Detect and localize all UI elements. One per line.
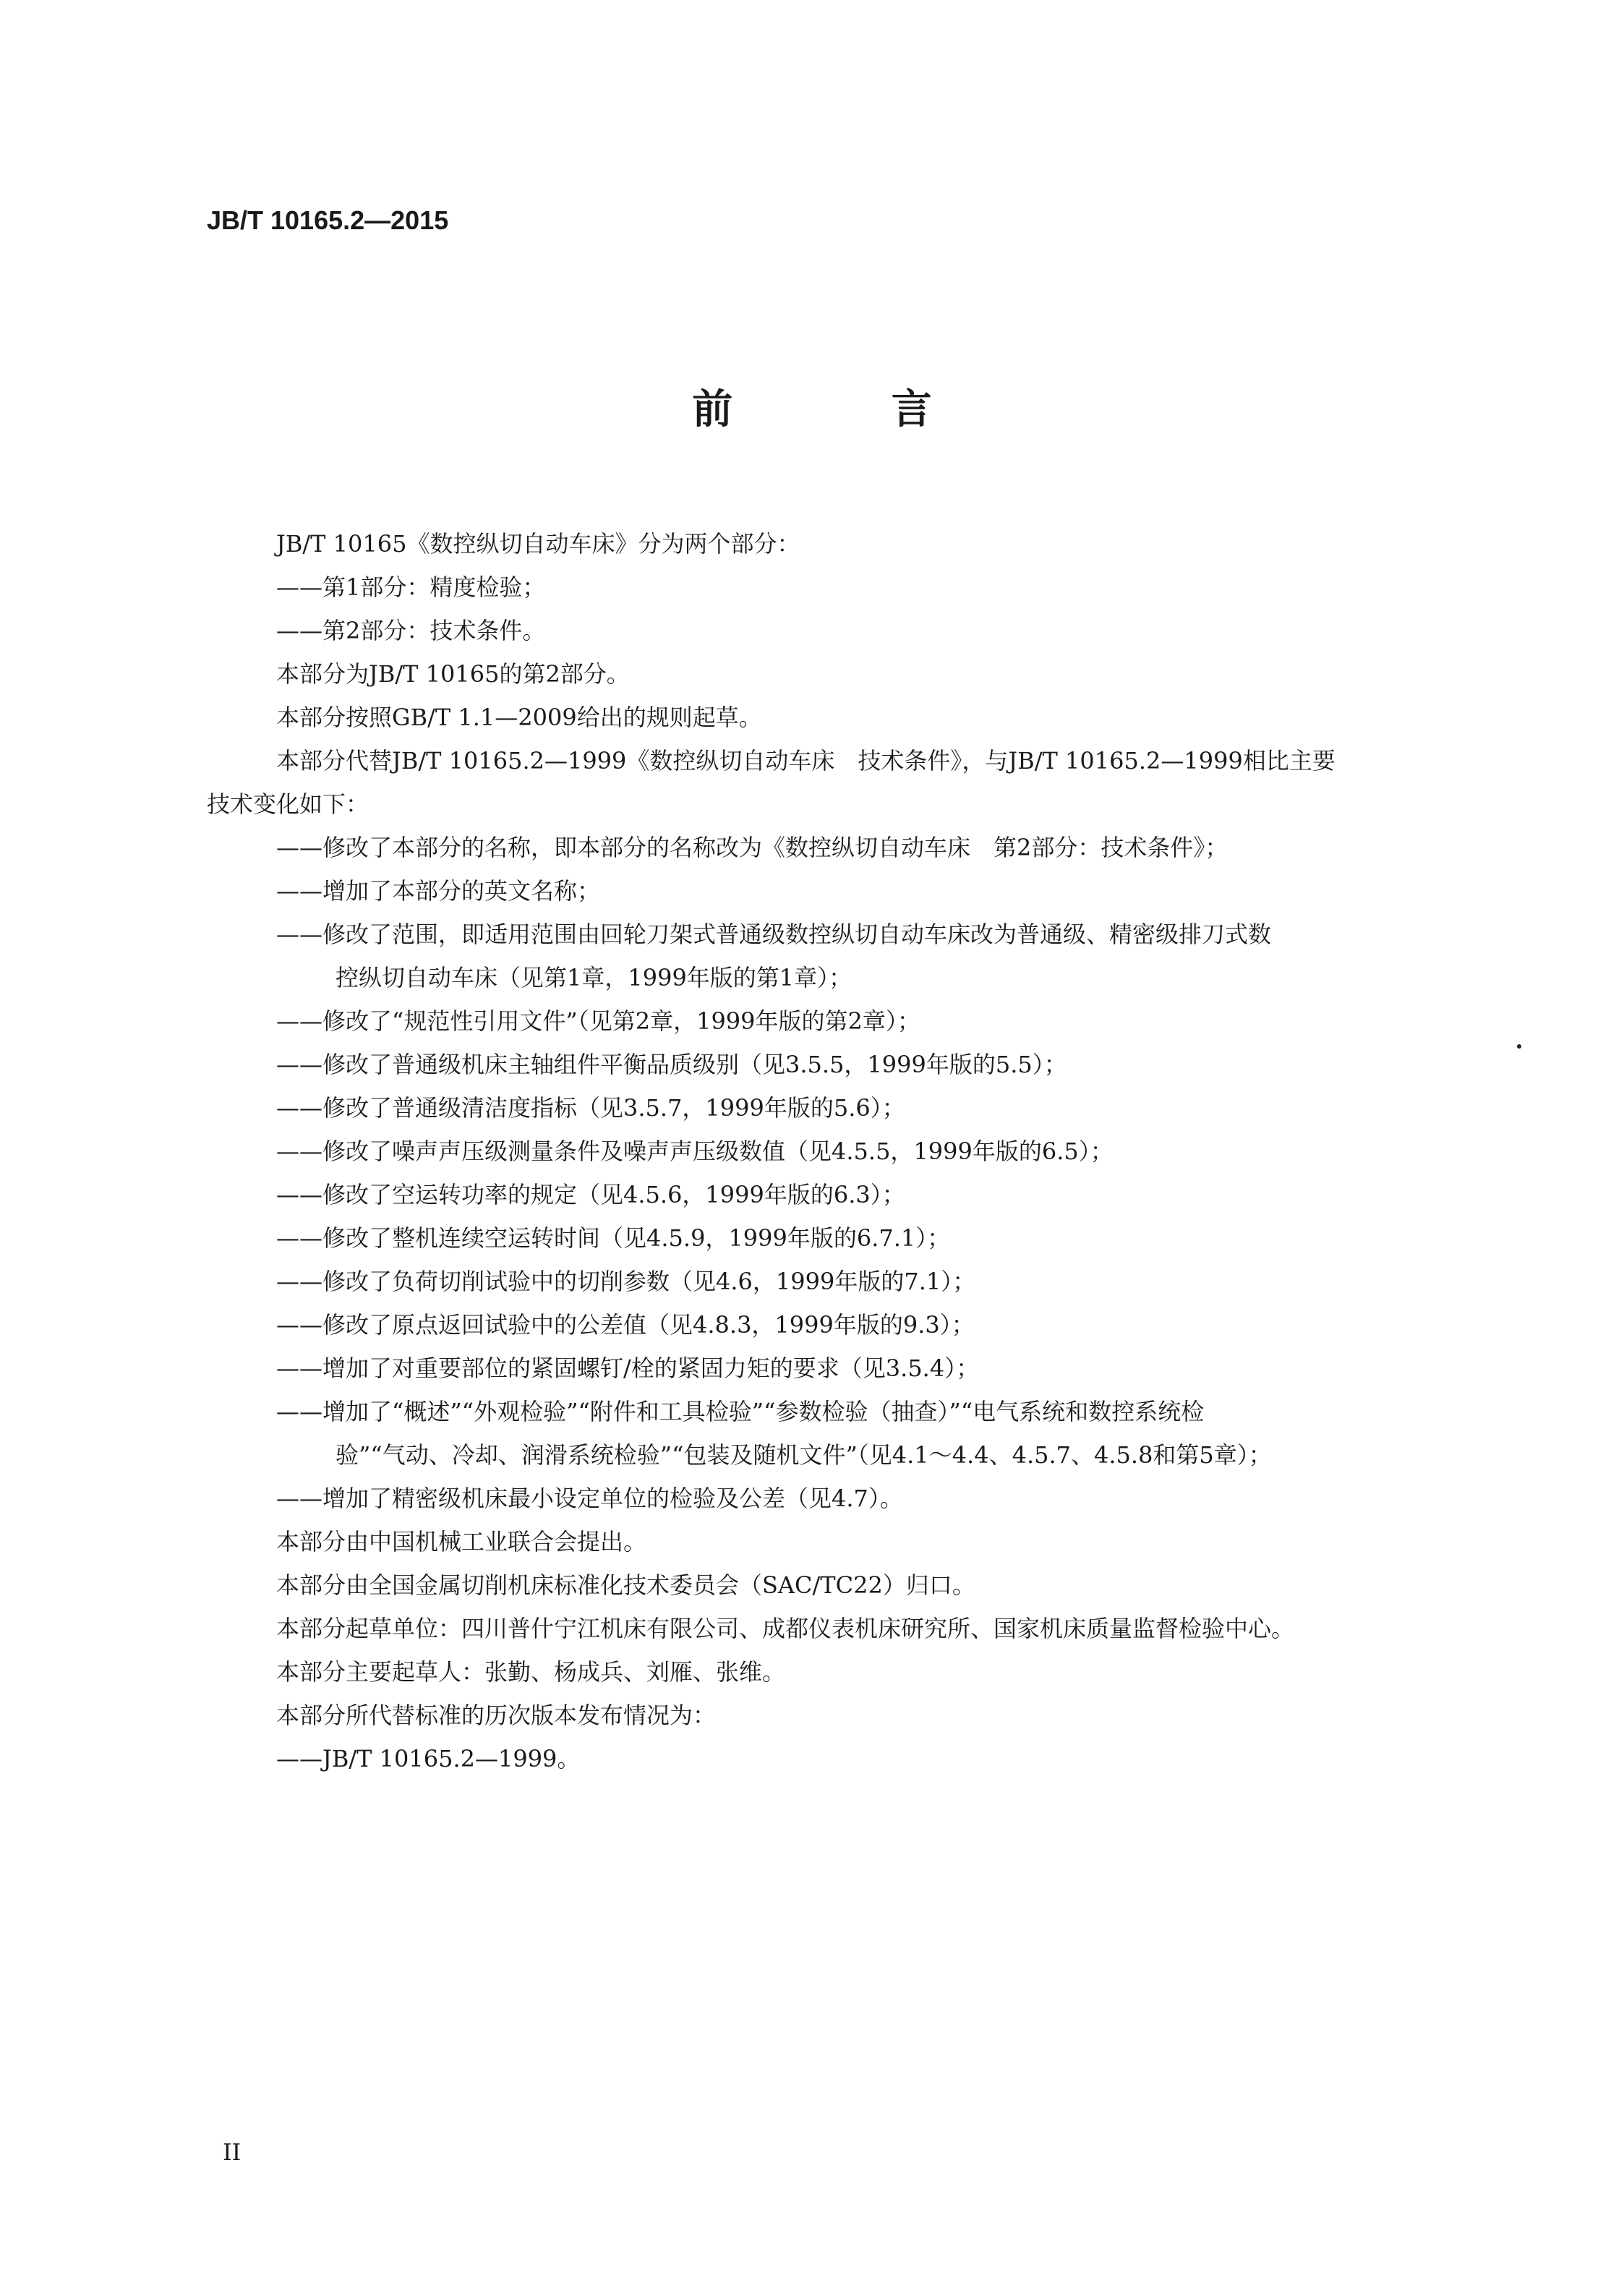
paragraph-line: JB/T 10165《数控纵切自动车床》分为两个部分： bbox=[276, 530, 800, 558]
scan-speck bbox=[1517, 1044, 1521, 1049]
list-item: ——JB/T 10165.2—1999。 bbox=[276, 1745, 581, 1772]
list-item: ——修改了噪声声压级测量条件及噪声声压级数值（见4.5.5，1999年版的6.5）； bbox=[276, 1138, 1114, 1165]
list-item: ——修改了空运转功率的规定（见4.5.6，1999年版的6.3）； bbox=[276, 1181, 905, 1208]
paragraph-line: 本部分按照GB/T 1.1—2009给出的规则起草。 bbox=[276, 704, 762, 731]
paragraph-line: 本部分由中国机械工业联合会提出。 bbox=[276, 1528, 647, 1556]
list-item: ——增加了对重要部位的紧固螺钉/栓的紧固力矩的要求（见3.5.4）； bbox=[276, 1354, 980, 1382]
list-item: ——增加了精密级机床最小设定单位的检验及公差（见4.7）。 bbox=[276, 1485, 903, 1512]
list-item: ——第2部分：技术条件。 bbox=[276, 617, 546, 644]
list-item: ——修改了范围，即适用范围由回轮刀架式普通级数控纵切自动车床改为普通级、精密级排刀式数 bbox=[276, 921, 1272, 948]
list-item: ——修改了“规范性引用文件”（见第2章，1999年版的第2章）； bbox=[276, 1007, 920, 1035]
page-number: II bbox=[223, 2138, 242, 2166]
section-title: 前 言 bbox=[692, 386, 1004, 433]
paragraph-line: 本部分代替JB/T 10165.2—1999《数控纵切自动车床 技术条件》，与JB/T 10165.2—1999相比主要 bbox=[276, 747, 1335, 774]
document-code: JB/T 10165.2—2015 bbox=[207, 205, 449, 235]
list-item: ——修改了负荷切削试验中的切削参数（见4.6，1999年版的7.1）； bbox=[276, 1268, 976, 1295]
paragraph-line-continued: 技术变化如下： bbox=[207, 790, 369, 818]
list-item: ——修改了普通级清洁度指标（见3.5.7，1999年版的5.6）； bbox=[276, 1094, 905, 1122]
list-item-continued: 控纵切自动车床（见第1章，1999年版的第1章）； bbox=[336, 964, 852, 991]
body-text bbox=[207, 522, 1494, 1780]
paragraph-line: 本部分起草单位：四川普什宁江机床有限公司、成都仪表机床研究所、国家机床质量监督检验中心。 bbox=[276, 1615, 1295, 1642]
paragraph-line: 本部分由全国金属切削机床标准化技术委员会（SAC/TC22）归口。 bbox=[276, 1571, 975, 1599]
paragraph-line: 本部分主要起草人：张勤、杨成兵、刘雁、张维。 bbox=[276, 1658, 786, 1686]
list-item: ——修改了整机连续空运转时间（见4.5.9，1999年版的6.7.1）； bbox=[276, 1224, 951, 1252]
list-item: ——增加了“概述”“外观检验”“附件和工具检验”“参数检验（抽查）”“电气系统和数控系统检 bbox=[276, 1398, 1205, 1425]
paragraph-line: 本部分为JB/T 10165的第2部分。 bbox=[276, 660, 630, 688]
list-item: ——增加了本部分的英文名称； bbox=[276, 877, 601, 905]
list-item: ——修改了本部分的名称，即本部分的名称改为《数控纵切自动车床 第2部分：技术条件》； bbox=[276, 834, 1228, 861]
paragraph-line: 本部分所代替标准的历次版本发布情况为： bbox=[276, 1702, 717, 1729]
list-item: ——修改了普通级机床主轴组件平衡品质级别（见3.5.5，1999年版的5.5）； bbox=[276, 1051, 1067, 1078]
list-item-continued: 验”“气动、冷却、润滑系统检验”“包装及随机文件”（见4.1～4.4、4.5.7、4.5.8和第5章）； bbox=[336, 1441, 1272, 1469]
list-item: ——修改了原点返回试验中的公差值（见4.8.3，1999年版的9.3）； bbox=[276, 1311, 975, 1339]
list-item: ——第1部分：精度检验； bbox=[276, 573, 546, 601]
